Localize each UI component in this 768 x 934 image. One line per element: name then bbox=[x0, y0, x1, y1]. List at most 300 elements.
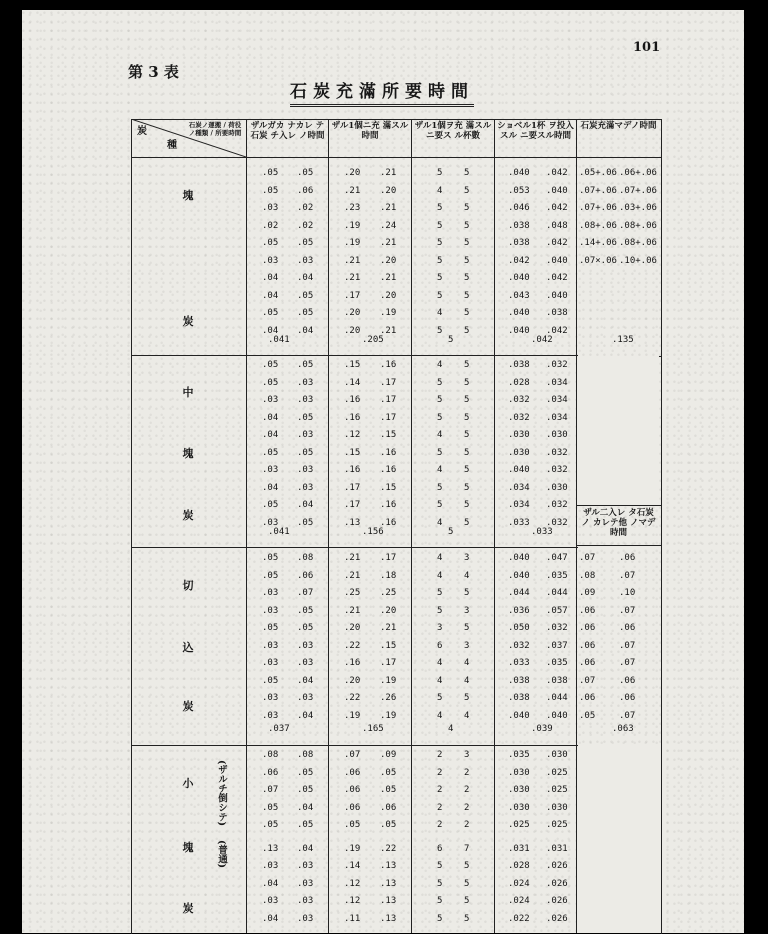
average-cell: .042 bbox=[531, 335, 553, 345]
table-cell: .02 bbox=[297, 203, 314, 213]
table-cell: .04 bbox=[297, 273, 314, 283]
section-1-label-bottom: 炭 bbox=[182, 315, 194, 328]
table-cell: 5 bbox=[464, 325, 470, 336]
table-cell: .08 bbox=[297, 750, 314, 760]
table-cell: .040 bbox=[508, 273, 530, 283]
table-cell: .16 bbox=[380, 465, 397, 475]
table-cell: .16 bbox=[344, 395, 361, 405]
average-cell: .205 bbox=[362, 335, 384, 345]
table-cell: 5 bbox=[437, 693, 443, 703]
table-cell: .13 bbox=[344, 517, 361, 528]
table-cell: 2 bbox=[437, 785, 443, 795]
average-cell: .156 bbox=[362, 527, 384, 537]
average-cell: .165 bbox=[362, 724, 384, 734]
table-cell: .09 bbox=[380, 750, 397, 760]
table-cell: .16 bbox=[380, 500, 397, 510]
average-cell: .033 bbox=[531, 527, 553, 537]
table-cell: .06 bbox=[579, 640, 596, 651]
table-cell: .24 bbox=[380, 220, 397, 231]
table-cell: 5 bbox=[437, 255, 443, 266]
table-cell: .03 bbox=[262, 203, 279, 213]
table-cell: .050 bbox=[508, 623, 530, 633]
table-cell: 5 bbox=[464, 517, 470, 528]
table-cell: .030 bbox=[546, 750, 568, 760]
table-cell: .19 bbox=[344, 220, 361, 231]
table-cell: 5 bbox=[437, 861, 443, 871]
table-cell: 5 bbox=[437, 273, 443, 283]
section-4-note-2: (普通) bbox=[216, 840, 227, 868]
average-cell: .039 bbox=[531, 724, 553, 734]
table-cell: .03 bbox=[297, 896, 314, 906]
table-cell: .07+.06 bbox=[579, 203, 617, 213]
table-cell: .044 bbox=[546, 588, 568, 598]
table-cell: .038 bbox=[508, 220, 530, 231]
table-cell: .04 bbox=[262, 325, 279, 336]
table-cell: .04 bbox=[262, 273, 279, 283]
section-rule bbox=[131, 547, 578, 548]
table-cell: .05 bbox=[262, 185, 279, 196]
table-cell: .17 bbox=[380, 553, 397, 563]
table-cell: 5 bbox=[464, 693, 470, 703]
table-cell: .037 bbox=[546, 640, 568, 651]
table-cell: 4 bbox=[437, 570, 443, 581]
table-cell: .046 bbox=[508, 203, 530, 213]
table-cell: .044 bbox=[546, 693, 568, 703]
table-cell: .035 bbox=[546, 570, 568, 581]
table-cell: 2 bbox=[437, 750, 443, 760]
table-cell: .15 bbox=[344, 360, 361, 370]
average-cell: .135 bbox=[612, 335, 634, 345]
table-cell: .10+.06 bbox=[619, 255, 657, 266]
table-cell: .03 bbox=[262, 605, 279, 616]
table-cell: .12 bbox=[344, 878, 361, 889]
table-cell: .053 bbox=[508, 185, 530, 196]
table-cell: .07 bbox=[262, 785, 279, 795]
section-2-label-mid: 塊 bbox=[182, 447, 194, 460]
table-cell: 5 bbox=[437, 395, 443, 405]
table-cell: .04 bbox=[297, 710, 314, 721]
table-cell: .17 bbox=[344, 482, 361, 493]
table-cell: .057 bbox=[546, 605, 568, 616]
table-cell: .21 bbox=[344, 185, 361, 196]
table-cell: .07×.06 bbox=[579, 255, 617, 266]
average-cell: .041 bbox=[268, 527, 290, 537]
table-cell: 5 bbox=[464, 430, 470, 440]
table-cell: .03 bbox=[297, 430, 314, 440]
table-cell: 5 bbox=[437, 588, 443, 598]
table-cell: .05 bbox=[297, 412, 314, 423]
table-cell: .03 bbox=[297, 465, 314, 475]
table-cell: 5 bbox=[464, 447, 470, 458]
table-cell: 4 bbox=[437, 553, 443, 563]
page-number: 101 bbox=[633, 40, 661, 55]
table-cell: .03 bbox=[297, 482, 314, 493]
table-cell: .21 bbox=[344, 273, 361, 283]
table-cell: .030 bbox=[508, 785, 530, 795]
table-cell: .030 bbox=[546, 482, 568, 493]
table-cell: 5 bbox=[437, 878, 443, 889]
table-cell: .038 bbox=[508, 693, 530, 703]
table-cell: .05 bbox=[380, 767, 397, 778]
table-cell: .05 bbox=[262, 360, 279, 370]
table-cell: .07 bbox=[619, 605, 636, 616]
table-cell: 5 bbox=[437, 447, 443, 458]
table-cell: .031 bbox=[508, 843, 530, 854]
table-cell: .040 bbox=[546, 255, 568, 266]
table-cell: .17 bbox=[380, 377, 397, 388]
table-cell: .034 bbox=[508, 500, 530, 510]
table-cell: 2 bbox=[464, 767, 470, 778]
table-cell: .05 bbox=[297, 767, 314, 778]
table-cell: .03 bbox=[262, 896, 279, 906]
table-cell: .19 bbox=[344, 238, 361, 248]
table-cell: .028 bbox=[508, 377, 530, 388]
table-cell: .06 bbox=[344, 767, 361, 778]
table-cell: .042 bbox=[546, 238, 568, 248]
table-cell: .026 bbox=[546, 861, 568, 871]
table-cell: .08 bbox=[579, 570, 596, 581]
table-cell: .04 bbox=[262, 430, 279, 440]
table-cell: .06 bbox=[619, 693, 636, 703]
table-cell: .03 bbox=[297, 395, 314, 405]
table-cell: 5 bbox=[464, 913, 470, 924]
table-cell: .15 bbox=[380, 640, 397, 651]
table-cell: .05 bbox=[262, 820, 279, 830]
table-cell: .21 bbox=[344, 255, 361, 266]
average-cell: .063 bbox=[612, 724, 634, 734]
table-cell: .03 bbox=[262, 658, 279, 668]
table-cell: .032 bbox=[546, 447, 568, 458]
table-cell: .040 bbox=[508, 325, 530, 336]
table-cell: .13 bbox=[262, 843, 279, 854]
coal-label: 炭 bbox=[137, 126, 147, 137]
table-cell: 3 bbox=[464, 640, 470, 651]
table-cell: .19 bbox=[380, 710, 397, 721]
divider bbox=[576, 119, 577, 933]
table-cell: .06 bbox=[380, 802, 397, 813]
table-cell: 5 bbox=[464, 377, 470, 388]
table-cell: .21 bbox=[380, 238, 397, 248]
table-cell: 5 bbox=[464, 220, 470, 231]
table-cell: .040 bbox=[546, 290, 568, 301]
table-cell: .044 bbox=[508, 588, 530, 598]
table-cell: .05 bbox=[262, 377, 279, 388]
table-cell: .02 bbox=[262, 220, 279, 231]
table-cell: .030 bbox=[508, 802, 530, 813]
table-cell: 5 bbox=[437, 238, 443, 248]
col6-header-rule bbox=[576, 545, 662, 546]
table-cell: .048 bbox=[546, 220, 568, 231]
table-cell: 3 bbox=[464, 750, 470, 760]
table-cell: .05 bbox=[297, 820, 314, 830]
table-cell: .040 bbox=[546, 710, 568, 721]
section-4-label-top: 小 bbox=[182, 777, 194, 790]
col5-header: 石炭充滿マデノ時間 bbox=[580, 121, 657, 131]
table-cell: .06 bbox=[262, 767, 279, 778]
average-cell: .037 bbox=[268, 724, 290, 734]
table-cell: .032 bbox=[508, 640, 530, 651]
table-cell: .034 bbox=[546, 395, 568, 405]
table-cell: .03 bbox=[262, 395, 279, 405]
table-cell: .20 bbox=[380, 185, 397, 196]
table-cell: .06 bbox=[297, 185, 314, 196]
table-cell: .05 bbox=[380, 820, 397, 830]
table-cell: .040 bbox=[508, 465, 530, 475]
table-cell: .21 bbox=[344, 570, 361, 581]
table-cell: .03 bbox=[262, 588, 279, 598]
table-cell: .16 bbox=[380, 447, 397, 458]
section-rule bbox=[131, 745, 578, 746]
sub-label: 石炭ノ運搬 / 荷役ノ種類 / 所要時間 bbox=[188, 121, 242, 137]
table-cell: .026 bbox=[546, 878, 568, 889]
section-rule bbox=[131, 355, 578, 356]
table-cell: 5 bbox=[464, 482, 470, 493]
table-cell: 5 bbox=[437, 377, 443, 388]
table-cell: .06 bbox=[579, 605, 596, 616]
table-cell: 4 bbox=[464, 675, 470, 686]
table-cell: .07 bbox=[619, 710, 636, 721]
table-cell: .06 bbox=[344, 785, 361, 795]
table-cell: .03 bbox=[262, 693, 279, 703]
table-cell: .13 bbox=[380, 913, 397, 924]
table-cell: .16 bbox=[380, 517, 397, 528]
table-cell: .04 bbox=[297, 675, 314, 686]
table-cell: .16 bbox=[344, 658, 361, 668]
table-cell: 5 bbox=[464, 878, 470, 889]
table-cell: 5 bbox=[464, 623, 470, 633]
table-cell: .10 bbox=[619, 588, 636, 598]
table-cell: .03+.06 bbox=[619, 203, 657, 213]
table-cell: .19 bbox=[344, 843, 361, 854]
table-cell: .20 bbox=[344, 623, 361, 633]
table-cell: 4 bbox=[464, 658, 470, 668]
table-cell: 5 bbox=[437, 168, 443, 178]
table-cell: .07 bbox=[619, 658, 636, 668]
table-cell: 4 bbox=[437, 517, 443, 528]
table-cell: .08+.06 bbox=[619, 220, 657, 231]
table-cell: .042 bbox=[546, 203, 568, 213]
table-cell: .15 bbox=[380, 482, 397, 493]
table-cell: 4 bbox=[437, 675, 443, 686]
table-cell: .07+.06 bbox=[619, 185, 657, 196]
table-cell: .025 bbox=[546, 820, 568, 830]
corner-header bbox=[131, 119, 246, 157]
table-cell: .031 bbox=[546, 843, 568, 854]
table-cell: 5 bbox=[437, 325, 443, 336]
divider bbox=[328, 119, 329, 933]
col4-header: ショベル1杯 ヲ投入スル ニ要スル時間 bbox=[497, 121, 574, 141]
table-cell: .043 bbox=[508, 290, 530, 301]
table-cell: 5 bbox=[464, 465, 470, 475]
table-cell: .030 bbox=[546, 430, 568, 440]
table-cell: .042 bbox=[546, 273, 568, 283]
table-cell: .03 bbox=[262, 861, 279, 871]
table-cell: .042 bbox=[546, 168, 568, 178]
table-cell: .21 bbox=[344, 553, 361, 563]
table-cell: .08+.06 bbox=[579, 220, 617, 231]
col1-header: ザルガカ ナカレ テ石炭 チ入レ ノ時間 bbox=[250, 121, 325, 141]
table-cell: 5 bbox=[437, 896, 443, 906]
table-cell: .05 bbox=[297, 168, 314, 178]
table-cell: .22 bbox=[380, 843, 397, 854]
table-cell: .03 bbox=[297, 377, 314, 388]
table-cell: .040 bbox=[508, 308, 530, 318]
table-cell: .05 bbox=[297, 290, 314, 301]
section-2-label-top: 中 bbox=[182, 386, 194, 399]
table-cell: .032 bbox=[508, 395, 530, 405]
table-cell: .024 bbox=[508, 878, 530, 889]
section-4-note-1: (ザルチ倒シテ) bbox=[216, 760, 227, 826]
table-cell: .03 bbox=[262, 255, 279, 266]
table-cell: .06 bbox=[344, 802, 361, 813]
table-cell: 2 bbox=[437, 767, 443, 778]
table-cell: .15 bbox=[380, 430, 397, 440]
table-cell: .033 bbox=[508, 517, 530, 528]
table-cell: .033 bbox=[508, 658, 530, 668]
table-cell: .17 bbox=[380, 412, 397, 423]
table-cell: 3 bbox=[464, 553, 470, 563]
table-cell: 5 bbox=[464, 255, 470, 266]
table-cell: .12 bbox=[344, 430, 361, 440]
table-cell: .038 bbox=[546, 675, 568, 686]
table-cell: .04 bbox=[297, 802, 314, 813]
table-cell: .030 bbox=[508, 767, 530, 778]
table-cell: 2 bbox=[464, 820, 470, 830]
table-cell: 6 bbox=[437, 843, 443, 854]
table-cell: 4 bbox=[437, 185, 443, 196]
table-cell: .04 bbox=[262, 412, 279, 423]
table-cell: 7 bbox=[464, 843, 470, 854]
table-cell: .05 bbox=[262, 447, 279, 458]
table-cell: .025 bbox=[508, 820, 530, 830]
table-cell: .040 bbox=[508, 710, 530, 721]
section-1-label-top: 塊 bbox=[182, 189, 194, 202]
table-cell: .16 bbox=[344, 465, 361, 475]
table-cell: .17 bbox=[380, 395, 397, 405]
table-cell: 2 bbox=[464, 802, 470, 813]
table-cell: 5 bbox=[464, 500, 470, 510]
table-cell: .21 bbox=[380, 168, 397, 178]
table-cell: .040 bbox=[508, 168, 530, 178]
table-cell: 4 bbox=[464, 710, 470, 721]
table-cell: .06 bbox=[619, 553, 636, 563]
table-cell: .040 bbox=[508, 570, 530, 581]
table-cell: .025 bbox=[546, 785, 568, 795]
table-cell: .06 bbox=[579, 623, 596, 633]
table-cell: .12 bbox=[344, 896, 361, 906]
table-cell: .024 bbox=[508, 896, 530, 906]
divider bbox=[494, 119, 495, 933]
table-cell: 4 bbox=[464, 570, 470, 581]
table-cell: .22 bbox=[344, 693, 361, 703]
table-cell: .20 bbox=[380, 255, 397, 266]
table-cell: .17 bbox=[344, 500, 361, 510]
table-cell: .03 bbox=[262, 640, 279, 651]
table-cell: 4 bbox=[437, 430, 443, 440]
table-cell: 5 bbox=[464, 185, 470, 196]
table-cell: 5 bbox=[437, 203, 443, 213]
table-cell: .20 bbox=[344, 168, 361, 178]
table-cell: .026 bbox=[546, 913, 568, 924]
table-cell: .038 bbox=[546, 308, 568, 318]
table-cell: .26 bbox=[380, 693, 397, 703]
table-cell: .08+.06 bbox=[619, 238, 657, 248]
table-cell: .21 bbox=[380, 623, 397, 633]
table-cell: 5 bbox=[437, 482, 443, 493]
divider bbox=[411, 119, 412, 933]
table-cell: .13 bbox=[380, 861, 397, 871]
average-cell: 5 bbox=[448, 335, 454, 345]
table-cell: .07 bbox=[619, 570, 636, 581]
table-cell: .042 bbox=[546, 325, 568, 336]
table-cell: .028 bbox=[508, 861, 530, 871]
table-cell: .20 bbox=[380, 605, 397, 616]
table-cell: .034 bbox=[546, 412, 568, 423]
table-cell: 5 bbox=[464, 168, 470, 178]
table-cell: .032 bbox=[546, 623, 568, 633]
table-cell: .034 bbox=[508, 482, 530, 493]
page-title: 石炭充滿所要時間 bbox=[290, 77, 474, 107]
table-cell: .07 bbox=[579, 553, 596, 563]
table-cell: .030 bbox=[508, 430, 530, 440]
table-cell: 4 bbox=[437, 658, 443, 668]
table-cell: .025 bbox=[546, 767, 568, 778]
table-cell: .07 bbox=[579, 675, 596, 686]
table-cell: 5 bbox=[437, 500, 443, 510]
table-cell: .04 bbox=[297, 325, 314, 336]
table-cell: .040 bbox=[546, 185, 568, 196]
table-cell: .05+.06 bbox=[579, 168, 617, 178]
table-cell: 5 bbox=[464, 308, 470, 318]
table-cell: .05 bbox=[380, 785, 397, 795]
table-cell: .034 bbox=[546, 377, 568, 388]
table-cell: .038 bbox=[508, 360, 530, 370]
table-cell: 4 bbox=[437, 308, 443, 318]
table-cell: .08 bbox=[297, 553, 314, 563]
table-cell: .21 bbox=[380, 325, 397, 336]
table-cell: .09 bbox=[579, 588, 596, 598]
table-cell: .032 bbox=[508, 412, 530, 423]
section-3-label-top: 切 bbox=[182, 579, 194, 592]
table-cell: 5 bbox=[464, 238, 470, 248]
table-cell: .05 bbox=[579, 710, 596, 721]
table-cell: .05 bbox=[297, 517, 314, 528]
table-cell: 2 bbox=[464, 785, 470, 795]
table-cell: .05 bbox=[297, 605, 314, 616]
table-cell: 5 bbox=[437, 220, 443, 231]
table-cell: .11 bbox=[344, 913, 361, 924]
table-cell: 5 bbox=[437, 605, 443, 616]
table-cell: .21 bbox=[344, 605, 361, 616]
col3-header: ザル1個ヲ充 滿スルニ要ス ル杯數 bbox=[414, 121, 492, 141]
table-cell: .04 bbox=[262, 878, 279, 889]
table-cell: .04 bbox=[297, 843, 314, 854]
table-cell: .04 bbox=[297, 500, 314, 510]
table-cell: 5 bbox=[464, 588, 470, 598]
table-cell: .05 bbox=[262, 623, 279, 633]
table-cell: 5 bbox=[464, 290, 470, 301]
table-cell: .04 bbox=[262, 482, 279, 493]
average-cell: 5 bbox=[448, 527, 454, 537]
table-cell: .06 bbox=[579, 693, 596, 703]
table-cell: .032 bbox=[546, 517, 568, 528]
table-cell: .17 bbox=[380, 658, 397, 668]
table-cell: .05 bbox=[297, 785, 314, 795]
table-cell: .05 bbox=[297, 360, 314, 370]
table-cell: .03 bbox=[262, 465, 279, 475]
table-cell: .05 bbox=[297, 447, 314, 458]
table-cell: .032 bbox=[546, 500, 568, 510]
